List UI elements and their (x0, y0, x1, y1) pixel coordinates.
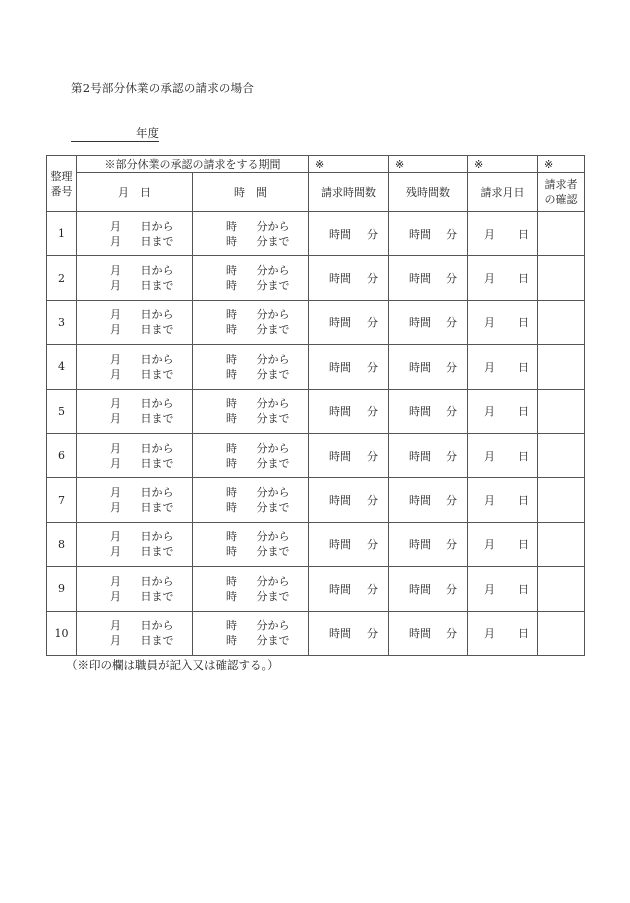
header-remaining-hours: 残時間数 (389, 173, 468, 212)
table-row (47, 522, 585, 566)
row-number: 5 (47, 389, 77, 433)
header-requested-hours: 請求時間数 (309, 173, 389, 212)
remaining-hours-cell[interactable]: 時間 分 (389, 433, 468, 477)
table-row (47, 567, 585, 611)
requested-hours-cell[interactable]: 時間 分 (309, 433, 389, 477)
period-date-cell[interactable]: 月 日から 月 日まで (77, 478, 193, 522)
header-request-date: 請求月日 (468, 173, 538, 212)
requested-hours-cell[interactable]: 時間 分 (309, 522, 389, 566)
header-period-group: ※部分休業の承認の請求をする期間 (77, 156, 309, 173)
confirm-cell[interactable] (538, 433, 585, 477)
remaining-hours-cell[interactable]: 時間 分 (389, 567, 468, 611)
footnote: （※印の欄は職員が記入又は確認する。） (66, 658, 279, 672)
header-mark-remaining: ※ (389, 156, 468, 173)
period-time-cell[interactable]: 時 分から 時 分まで (193, 300, 309, 344)
table-row (47, 478, 585, 522)
requested-hours-cell[interactable]: 時間 分 (309, 345, 389, 389)
period-date-cell[interactable]: 月 日から 月 日まで (77, 256, 193, 300)
period-date-cell[interactable]: 月 日から 月 日まで (77, 567, 193, 611)
request-date-cell[interactable]: 月 日 (468, 522, 538, 566)
requested-hours-cell[interactable]: 時間 分 (309, 567, 389, 611)
row-number: 9 (47, 567, 77, 611)
confirm-cell[interactable] (538, 389, 585, 433)
requested-hours-cell[interactable]: 時間 分 (309, 389, 389, 433)
period-time-cell[interactable]: 時 分から 時 分まで (193, 522, 309, 566)
period-date-cell[interactable]: 月 日から 月 日まで (77, 433, 193, 477)
period-date-cell[interactable]: 月 日から 月 日まで (77, 300, 193, 344)
header-mark-date: ※ (468, 156, 538, 173)
requested-hours-cell[interactable]: 時間 分 (309, 300, 389, 344)
request-date-cell[interactable]: 月 日 (468, 300, 538, 344)
confirm-cell[interactable] (538, 611, 585, 655)
remaining-hours-cell[interactable]: 時間 分 (389, 611, 468, 655)
request-date-cell[interactable]: 月 日 (468, 212, 538, 256)
request-date-cell[interactable]: 月 日 (468, 345, 538, 389)
period-time-cell[interactable]: 時 分から 時 分まで (193, 478, 309, 522)
period-date-cell[interactable]: 月 日から 月 日まで (77, 522, 193, 566)
requested-hours-cell[interactable]: 時間 分 (309, 212, 389, 256)
table-row (47, 433, 585, 477)
table-row (47, 300, 585, 344)
confirm-cell[interactable] (538, 345, 585, 389)
request-date-cell[interactable]: 月 日 (468, 478, 538, 522)
header-confirm: 請求者 の確認 (538, 173, 585, 212)
period-time-cell[interactable]: 時 分から 時 分まで (193, 345, 309, 389)
year-label: 年度 (136, 126, 159, 140)
request-date-cell[interactable]: 月 日 (468, 389, 538, 433)
confirm-cell[interactable] (538, 522, 585, 566)
header-period-date: 月 日 (77, 173, 193, 212)
table-row (47, 345, 585, 389)
header-number: 整理 番号 (47, 156, 77, 212)
row-number: 10 (47, 611, 77, 655)
row-number: 8 (47, 522, 77, 566)
confirm-cell[interactable] (538, 212, 585, 256)
period-time-cell[interactable]: 時 分から 時 分まで (193, 389, 309, 433)
request-date-cell[interactable]: 月 日 (468, 611, 538, 655)
header-period-time: 時 間 (193, 173, 309, 212)
remaining-hours-cell[interactable]: 時間 分 (389, 300, 468, 344)
table-row (47, 212, 585, 256)
table-row (47, 389, 585, 433)
remaining-hours-cell[interactable]: 時間 分 (389, 212, 468, 256)
period-date-cell[interactable]: 月 日から 月 日まで (77, 611, 193, 655)
period-time-cell[interactable]: 時 分から 時 分まで (193, 611, 309, 655)
period-time-cell[interactable]: 時 分から 時 分まで (193, 433, 309, 477)
header-mark-confirm: ※ (538, 156, 585, 173)
row-number: 7 (47, 478, 77, 522)
row-number: 2 (47, 256, 77, 300)
confirm-cell[interactable] (538, 256, 585, 300)
form-title: 第2号部分休業の承認の請求の場合 (71, 81, 255, 95)
confirm-cell[interactable] (538, 300, 585, 344)
remaining-hours-cell[interactable]: 時間 分 (389, 345, 468, 389)
row-number: 1 (47, 212, 77, 256)
period-time-cell[interactable]: 時 分から 時 分まで (193, 212, 309, 256)
table-row (47, 256, 585, 300)
row-number: 6 (47, 433, 77, 477)
request-date-cell[interactable]: 月 日 (468, 433, 538, 477)
period-date-cell[interactable]: 月 日から 月 日まで (77, 389, 193, 433)
request-table (46, 155, 585, 656)
row-number: 4 (47, 345, 77, 389)
period-date-cell[interactable]: 月 日から 月 日まで (77, 345, 193, 389)
requested-hours-cell[interactable]: 時間 分 (309, 611, 389, 655)
remaining-hours-cell[interactable]: 時間 分 (389, 389, 468, 433)
remaining-hours-cell[interactable]: 時間 分 (389, 256, 468, 300)
period-time-cell[interactable]: 時 分から 時 分まで (193, 567, 309, 611)
confirm-cell[interactable] (538, 567, 585, 611)
header-mark-hours: ※ (309, 156, 389, 173)
table-row (47, 611, 585, 655)
row-number: 3 (47, 300, 77, 344)
remaining-hours-cell[interactable]: 時間 分 (389, 522, 468, 566)
remaining-hours-cell[interactable]: 時間 分 (389, 478, 468, 522)
requested-hours-cell[interactable]: 時間 分 (309, 478, 389, 522)
fiscal-year-field[interactable] (71, 126, 159, 142)
confirm-cell[interactable] (538, 478, 585, 522)
requested-hours-cell[interactable]: 時間 分 (309, 256, 389, 300)
period-time-cell[interactable]: 時 分から 時 分まで (193, 256, 309, 300)
period-date-cell[interactable]: 月 日から 月 日まで (77, 212, 193, 256)
request-date-cell[interactable]: 月 日 (468, 256, 538, 300)
request-date-cell[interactable]: 月 日 (468, 567, 538, 611)
